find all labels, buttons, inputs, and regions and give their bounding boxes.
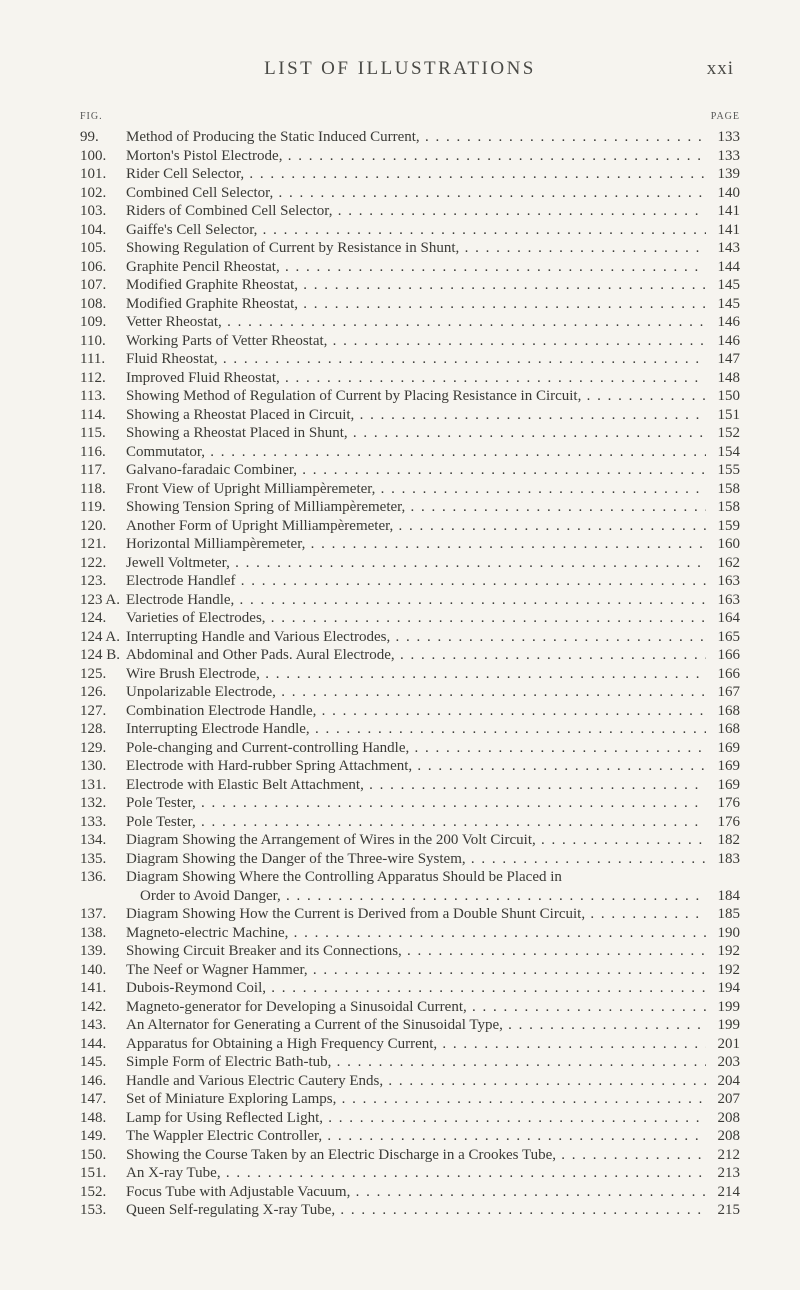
figure-number: 132. [80, 795, 107, 811]
figure-number: 133. [80, 813, 107, 830]
list-item [80, 794, 740, 813]
list-item [80, 147, 740, 166]
figure-number: 123 A. [80, 591, 121, 608]
list-item [80, 1016, 740, 1035]
figure-title: Rider Cell Selector, . . . [126, 165, 706, 184]
figure-number: 128. [80, 721, 107, 737]
figure-number: 111. [80, 351, 106, 367]
figure-number: 99. [80, 129, 99, 145]
figure-page: 141 [717, 221, 740, 238]
figure-title: Commutator, . . . [126, 443, 706, 462]
figure-title: Handle and Various Electric Cautery Ends, . . . [126, 1072, 706, 1091]
figure-page: 212 [717, 1146, 740, 1163]
list-item [80, 239, 740, 258]
figure-page: 199 [717, 998, 740, 1015]
figure-title: Combined Cell Selector, . . . [126, 184, 706, 203]
page-column-heading: PAGE [710, 111, 740, 122]
list-item [80, 313, 740, 332]
figure-title: Order to Avoid Danger, . . . [140, 887, 706, 906]
figure-page: 184 [717, 887, 740, 904]
list-item [80, 1127, 740, 1146]
figure-number: 110. [80, 332, 106, 349]
list-item [80, 554, 740, 573]
figure-title: Dubois-Reymond Coil, . . . [126, 979, 706, 998]
figure-page: 158 [717, 499, 740, 515]
figure-title: Diagram Showing the Arrangement of Wires in the 200 Volt Circuit, . . . [126, 831, 706, 850]
list-item [80, 868, 740, 887]
illustrations-list [80, 128, 740, 1220]
figure-title: Vetter Rheostat, . . . [126, 313, 706, 332]
figure-number: 122. [80, 554, 107, 571]
figure-number: 113. [80, 388, 106, 404]
list-item [80, 665, 740, 684]
figure-number: 131. [80, 776, 107, 793]
figure-page: 185 [717, 906, 740, 922]
list-item [80, 387, 740, 406]
figure-number: 146. [80, 1072, 107, 1089]
list-item [80, 184, 740, 203]
figure-number: 118. [80, 480, 106, 497]
figure-title: Diagram Showing the Danger of the Three-wire System, . . . [126, 850, 706, 869]
list-item [80, 628, 740, 647]
figure-number: 143. [80, 1017, 107, 1033]
figure-title: Electrode Handlef . . . [126, 572, 706, 591]
figure-page: 203 [717, 1054, 740, 1070]
figure-page: 199 [717, 1017, 740, 1033]
figure-page: 163 [717, 573, 740, 589]
figure-title: Diagram Showing How the Current is Derived from a Double Shunt Circuit, . . . [126, 905, 706, 924]
figure-title: Showing Method of Regulation of Current by Placing Resistance in Circuit, . . . [126, 387, 706, 406]
figure-title: Showing a Rheostat Placed in Shunt, . . . [126, 424, 706, 443]
figure-title: Showing Tension Spring of Milliampèremeter, . . . [126, 498, 706, 517]
list-item [80, 424, 740, 443]
figure-title: Jewell Voltmeter, . . . [126, 554, 706, 573]
figure-number: 123. [80, 573, 107, 589]
figure-number: 148. [80, 1109, 107, 1126]
figure-number: 109. [80, 314, 107, 330]
figure-number: 136. [80, 869, 107, 885]
figure-page: 214 [717, 1183, 740, 1200]
figure-title: Simple Form of Electric Bath-tub, . . . [126, 1053, 706, 1072]
list-item [80, 369, 740, 388]
figure-number: 149. [80, 1128, 107, 1144]
figure-page: 166 [717, 665, 740, 682]
figure-page: 190 [717, 924, 740, 941]
figure-title: Abdominal and Other Pads. Aural Electrode, . . . [126, 646, 706, 665]
figure-number: 137. [80, 906, 107, 922]
figure-title: Working Parts of Vetter Rheostat, . . . [126, 332, 706, 351]
figure-number: 129. [80, 739, 107, 756]
list-item [80, 1146, 740, 1165]
list-item [80, 443, 740, 462]
list-item [80, 221, 740, 240]
figure-number: 141. [80, 980, 107, 996]
figure-number: 102. [80, 184, 107, 201]
figure-page: 160 [717, 536, 740, 552]
figure-number: 135. [80, 850, 107, 867]
figure-number: 130. [80, 758, 107, 774]
list-item [80, 850, 740, 869]
list-item [80, 998, 740, 1017]
list-item [80, 128, 740, 147]
list-item [80, 609, 740, 628]
figure-number: 121. [80, 536, 107, 552]
list-item [80, 572, 740, 591]
list-item [80, 831, 740, 850]
list-item [80, 887, 740, 906]
figure-number: 125. [80, 665, 107, 682]
figure-title: Showing Regulation of Current by Resistance in Shunt, . . . [126, 239, 706, 258]
figure-page: 176 [717, 813, 740, 830]
list-item [80, 461, 740, 480]
figure-page: 169 [717, 758, 740, 774]
figure-number: 117. [80, 462, 106, 478]
figure-page: 158 [717, 480, 740, 497]
running-header [0, 58, 800, 88]
figure-number: 142. [80, 998, 107, 1015]
figure-title: Varieties of Electrodes, . . . [126, 609, 706, 628]
figure-title: The Wappler Electric Controller, . . . [126, 1127, 706, 1146]
list-item [80, 517, 740, 536]
figure-number: 150. [80, 1146, 107, 1163]
figure-number: 138. [80, 924, 107, 941]
figure-page: 145 [717, 277, 740, 293]
figure-number: 103. [80, 203, 107, 219]
figure-number: 153. [80, 1202, 107, 1218]
figure-page: 154 [717, 443, 740, 460]
figure-number: 126. [80, 684, 107, 700]
figure-page: 151 [717, 406, 740, 423]
figure-page: 152 [717, 425, 740, 441]
figure-title: Graphite Pencil Rheostat, . . . [126, 258, 706, 277]
figure-title: Galvano-faradaic Combiner, . . . [126, 461, 706, 480]
list-item [80, 1053, 740, 1072]
figure-title: Showing a Rheostat Placed in Circuit, . . . [126, 406, 706, 425]
list-item [80, 258, 740, 277]
list-item [80, 702, 740, 721]
figure-title: Interrupting Handle and Various Electrodes, . . . [126, 628, 706, 647]
column-headings [80, 111, 740, 125]
figure-page: 165 [717, 628, 740, 645]
figure-number: 114. [80, 406, 106, 423]
figure-page: 150 [717, 388, 740, 404]
figure-title: Queen Self-regulating X-ray Tube, . . . [126, 1201, 706, 1220]
list-item [80, 332, 740, 351]
list-item [80, 480, 740, 499]
figure-title: Pole-changing and Current-controlling Handle, . . . [126, 739, 706, 758]
list-item [80, 406, 740, 425]
figure-page: 140 [717, 184, 740, 201]
figure-number: 152. [80, 1183, 107, 1200]
list-item [80, 979, 740, 998]
figure-number: 124 A. [80, 628, 121, 645]
figure-title: Another Form of Upright Milliampèremeter, . . . [126, 517, 706, 536]
figure-title: An X-ray Tube, . . . [126, 1164, 706, 1183]
figure-title: Interrupting Electrode Handle, . . . [126, 720, 706, 739]
figure-title: Diagram Showing Where the Controlling Apparatus Should be Placed in [126, 869, 562, 885]
list-item [80, 961, 740, 980]
figure-number: 147. [80, 1091, 107, 1107]
list-item [80, 295, 740, 314]
list-item [80, 350, 740, 369]
figure-page: 204 [717, 1072, 740, 1089]
figure-title: Focus Tube with Adjustable Vacuum, . . . [126, 1183, 706, 1202]
figure-number: 144. [80, 1035, 107, 1052]
figure-title: Set of Miniature Exploring Lamps, . . . [126, 1090, 706, 1109]
figure-title: Pole Tester, . . . [126, 794, 706, 813]
list-item [80, 942, 740, 961]
figure-page: 146 [717, 332, 740, 349]
list-item [80, 1035, 740, 1054]
figure-page: 169 [717, 739, 740, 756]
figure-page: 208 [717, 1109, 740, 1126]
figure-page: 183 [717, 850, 740, 867]
figure-page: 148 [717, 369, 740, 386]
figure-page: 133 [717, 147, 740, 164]
figure-number: 120. [80, 517, 107, 534]
page-number: xxi [706, 58, 734, 79]
figure-number: 100. [80, 147, 107, 164]
list-item [80, 165, 740, 184]
figure-number: 127. [80, 702, 107, 719]
list-item [80, 646, 740, 665]
list-item [80, 1201, 740, 1220]
figure-page: 201 [717, 1035, 740, 1052]
figure-page: 159 [717, 517, 740, 534]
figure-page: 133 [717, 129, 740, 145]
figure-page: 164 [717, 610, 740, 626]
figure-number: 139. [80, 943, 107, 959]
list-item [80, 276, 740, 295]
figure-page: 139 [717, 166, 740, 182]
figure-number: 124 B. [80, 647, 121, 663]
figure-page: 167 [717, 684, 740, 700]
figure-page: 166 [717, 647, 740, 663]
list-item [80, 1183, 740, 1202]
figure-page: 146 [717, 314, 740, 330]
list-item [80, 924, 740, 943]
figure-number: 151. [80, 1165, 107, 1181]
figure-number: 112. [80, 369, 106, 386]
list-item [80, 591, 740, 610]
figure-page: 194 [717, 980, 740, 996]
figure-title: Combination Electrode Handle, . . . [126, 702, 706, 721]
list-item [80, 1090, 740, 1109]
figure-title: Improved Fluid Rheostat, . . . [126, 369, 706, 388]
figure-page: 208 [717, 1128, 740, 1144]
figure-title: Morton's Pistol Electrode, . . . [126, 147, 706, 166]
list-item [80, 1164, 740, 1183]
figure-title: The Neef or Wagner Hammer, . . . [126, 961, 706, 980]
figure-number: 134. [80, 832, 107, 848]
figure-title: An Alternator for Generating a Current of the Sinusoidal Type, . . . [126, 1016, 706, 1035]
list-item [80, 720, 740, 739]
figure-title: Showing Circuit Breaker and its Connections, . . . [126, 942, 706, 961]
figure-page: 145 [717, 295, 740, 312]
figure-title: Fluid Rheostat, . . . [126, 350, 706, 369]
figure-title: Electrode with Hard-rubber Spring Attachment, . . . [126, 757, 706, 776]
figure-title: Horizontal Milliampèremeter, . . . [126, 535, 706, 554]
figure-page: 163 [717, 591, 740, 608]
figure-title: Unpolarizable Electrode, . . . [126, 683, 706, 702]
figure-title: Showing the Course Taken by an Electric Discharge in a Crookes Tube, . . . [126, 1146, 706, 1165]
figure-title: Front View of Upright Milliampèremeter, . . . [126, 480, 706, 499]
figure-number: 145. [80, 1054, 107, 1070]
figure-title: Apparatus for Obtaining a High Frequency Current, . . . [126, 1035, 706, 1054]
list-item [80, 813, 740, 832]
figure-page: 147 [717, 351, 740, 367]
list-item [80, 905, 740, 924]
list-item [80, 202, 740, 221]
figure-number: 101. [80, 166, 107, 182]
figure-number: 106. [80, 258, 107, 275]
figure-page: 168 [717, 702, 740, 719]
figure-page: 192 [717, 943, 740, 959]
figure-title: Lamp for Using Reflected Light, . . . [126, 1109, 706, 1128]
figure-page: 207 [717, 1091, 740, 1107]
list-item [80, 776, 740, 795]
figure-page: 141 [717, 203, 740, 219]
figure-page: 143 [717, 240, 740, 256]
figure-title: Gaiffe's Cell Selector, . . . [126, 221, 706, 240]
figure-number: 115. [80, 425, 106, 441]
figure-number: 104. [80, 221, 107, 238]
figure-page: 182 [717, 832, 740, 848]
figure-page: 144 [717, 258, 740, 275]
figure-title: Magneto-electric Machine, . . . [126, 924, 706, 943]
figure-number: 140. [80, 961, 107, 978]
figure-title: Riders of Combined Cell Selector, . . . [126, 202, 706, 221]
figure-title: Pole Tester, . . . [126, 813, 706, 832]
list-item [80, 1109, 740, 1128]
list-item [80, 535, 740, 554]
figure-page: 192 [717, 961, 740, 978]
figure-page: 162 [717, 554, 740, 571]
figure-number: 119. [80, 499, 106, 515]
figure-page: 169 [717, 776, 740, 793]
list-item [80, 757, 740, 776]
figure-number: 107. [80, 277, 107, 293]
figure-title: Modified Graphite Rheostat, . . . [126, 295, 706, 314]
figure-number: 105. [80, 240, 107, 256]
figure-page: 215 [717, 1202, 740, 1218]
figure-number: 124. [80, 610, 107, 626]
figure-page: 168 [717, 721, 740, 737]
figure-title: Electrode with Elastic Belt Attachment, . . . [126, 776, 706, 795]
list-item [80, 1072, 740, 1091]
figure-title: Magneto-generator for Developing a Sinusoidal Current, . . . [126, 998, 706, 1017]
list-item [80, 739, 740, 758]
figure-page: 176 [717, 795, 740, 811]
figure-title: Electrode Handle, . . . [126, 591, 706, 610]
figure-number: 116. [80, 443, 106, 460]
list-item [80, 498, 740, 517]
figure-page: 213 [717, 1165, 740, 1181]
figure-title: Modified Graphite Rheostat, . . . [126, 276, 706, 295]
fig-column-heading: FIG. [80, 111, 103, 122]
figure-title: Wire Brush Electrode, . . . [126, 665, 706, 684]
list-item [80, 683, 740, 702]
figure-number: 108. [80, 295, 107, 312]
running-title: LIST OF ILLUSTRATIONS [264, 58, 536, 79]
figure-title: Method of Producing the Static Induced Current, . . . [126, 128, 706, 147]
figure-page: 155 [717, 462, 740, 478]
